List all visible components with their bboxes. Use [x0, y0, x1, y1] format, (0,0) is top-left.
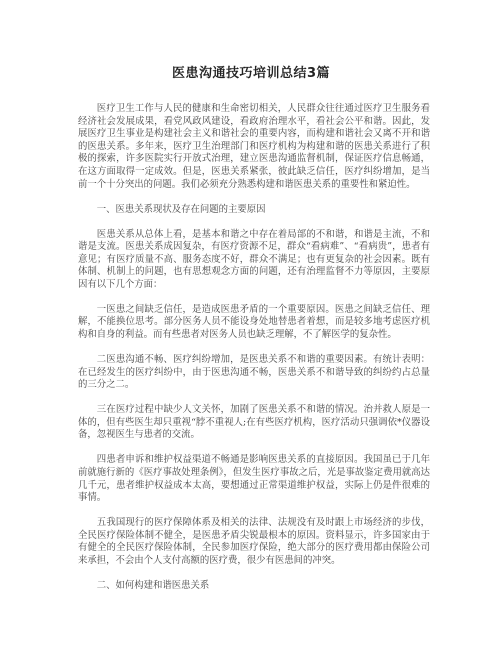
paragraph-intro: 医疗卫生工作与人民的健康和生命密切相关，人民群众往往通过医疗卫生服务看经济社会发展成果，看党风政风建设，看政府治理水平，看社会公平和谐。因此，发展医疗卫生事业是构建社会主义和谐社会的重要内容，而构建和谐社会又离不开和谐的医患关系。多年来，医疗卫生治理部门和医疗机构为构建和谐的医患关系进行了积极的探索，许多医院实行开放式治理，建立医患沟通监督机制，保证医疗信息畅通，在这方面取得一定成效。但是，医患关系紧张，彼此缺乏信任，医疗纠纷增加，是当前一个十分突出的问题。我们必须充分熟悉构建和谐医患关系的重要性和紧迫性。: [78, 103, 430, 190]
document-body: [78, 103, 430, 605]
paragraph-overview: 医患关系从总体上看，是基本和谐之中存在着局部的不和谐，和谐是主流，不和谐是支流。医患关系成因复杂，有医疗资源不足，群众“看病难”、“看病贵”，患者有意见；有医疗质量不高、服务态度不好，群众不满足；也有更复杂的社会因素。既有体制、机制上的问题，也有思想观念方面的问题，还有治理监督不力等原因，主要原因有以下几个方面：: [78, 228, 430, 290]
paragraph-reason-3: 三在医疗过程中缺少人文关怀，加剧了医患关系不和谐的情况。治并救人原是一体的，但有些医生却只重视“脖不重视人;在有些医疗机构，医疗活动只强调依*仪器设备，忽视医生与患者的交流。: [78, 404, 430, 441]
paragraph-reason-1: 一医患之间缺乏信任，是造成医患矛盾的一个重要原因。医患之间缺乏信任、理解，不能换位思考。部分医务人员不能设身处地替患者着想，而是较多地考虑医疗机构和自身的利益。而有些患者对医务人员也缺乏理解，不了解医学的复杂性。: [78, 303, 430, 341]
paragraph-reason-4: 四患者申诉和维护权益渠道不畅通是影响医患关系的直接原因。我国虽已于几年前就施行新的《医疗事故处理条例》，但发生医疗事故之后，光是事故鉴定费用就高达几千元，患者维护权益成本太高，要想通过正常渠道维护权益，实际上仍是件很难的事情。: [78, 454, 430, 504]
paragraph-reason-5: 五我国现行的医疗保障体系及相关的法律、法规没有及时跟上市场经济的步伐，全民医疗保险体制不健全，是医患矛盾尖锐最根本的原因。资料显示，许多国家由于有健全的全民医疗保险体制，全民参加医疗保险，绝大部分的医疗费用都由保险公司来承担，不会由个人支付高额的医疗费，很少有医患间的冲突。: [78, 517, 430, 566]
section-heading-2: 二、如何构建和谐医患关系: [96, 579, 210, 591]
document-title: 医患沟通技巧培训总结3篇: [171, 66, 331, 81]
section-heading-1: 一、医患关系现状及存在问题的主要原因: [96, 203, 266, 215]
paragraph-reason-2: 二医患沟通不畅、医疗纠纷增加，是医患关系不和谐的重要因素。有统计表明：在已经发生的医疗纠纷中，由于医患沟通不畅，医患关系不和谐导致的纠纷约占总量的三分之二。: [78, 354, 430, 391]
